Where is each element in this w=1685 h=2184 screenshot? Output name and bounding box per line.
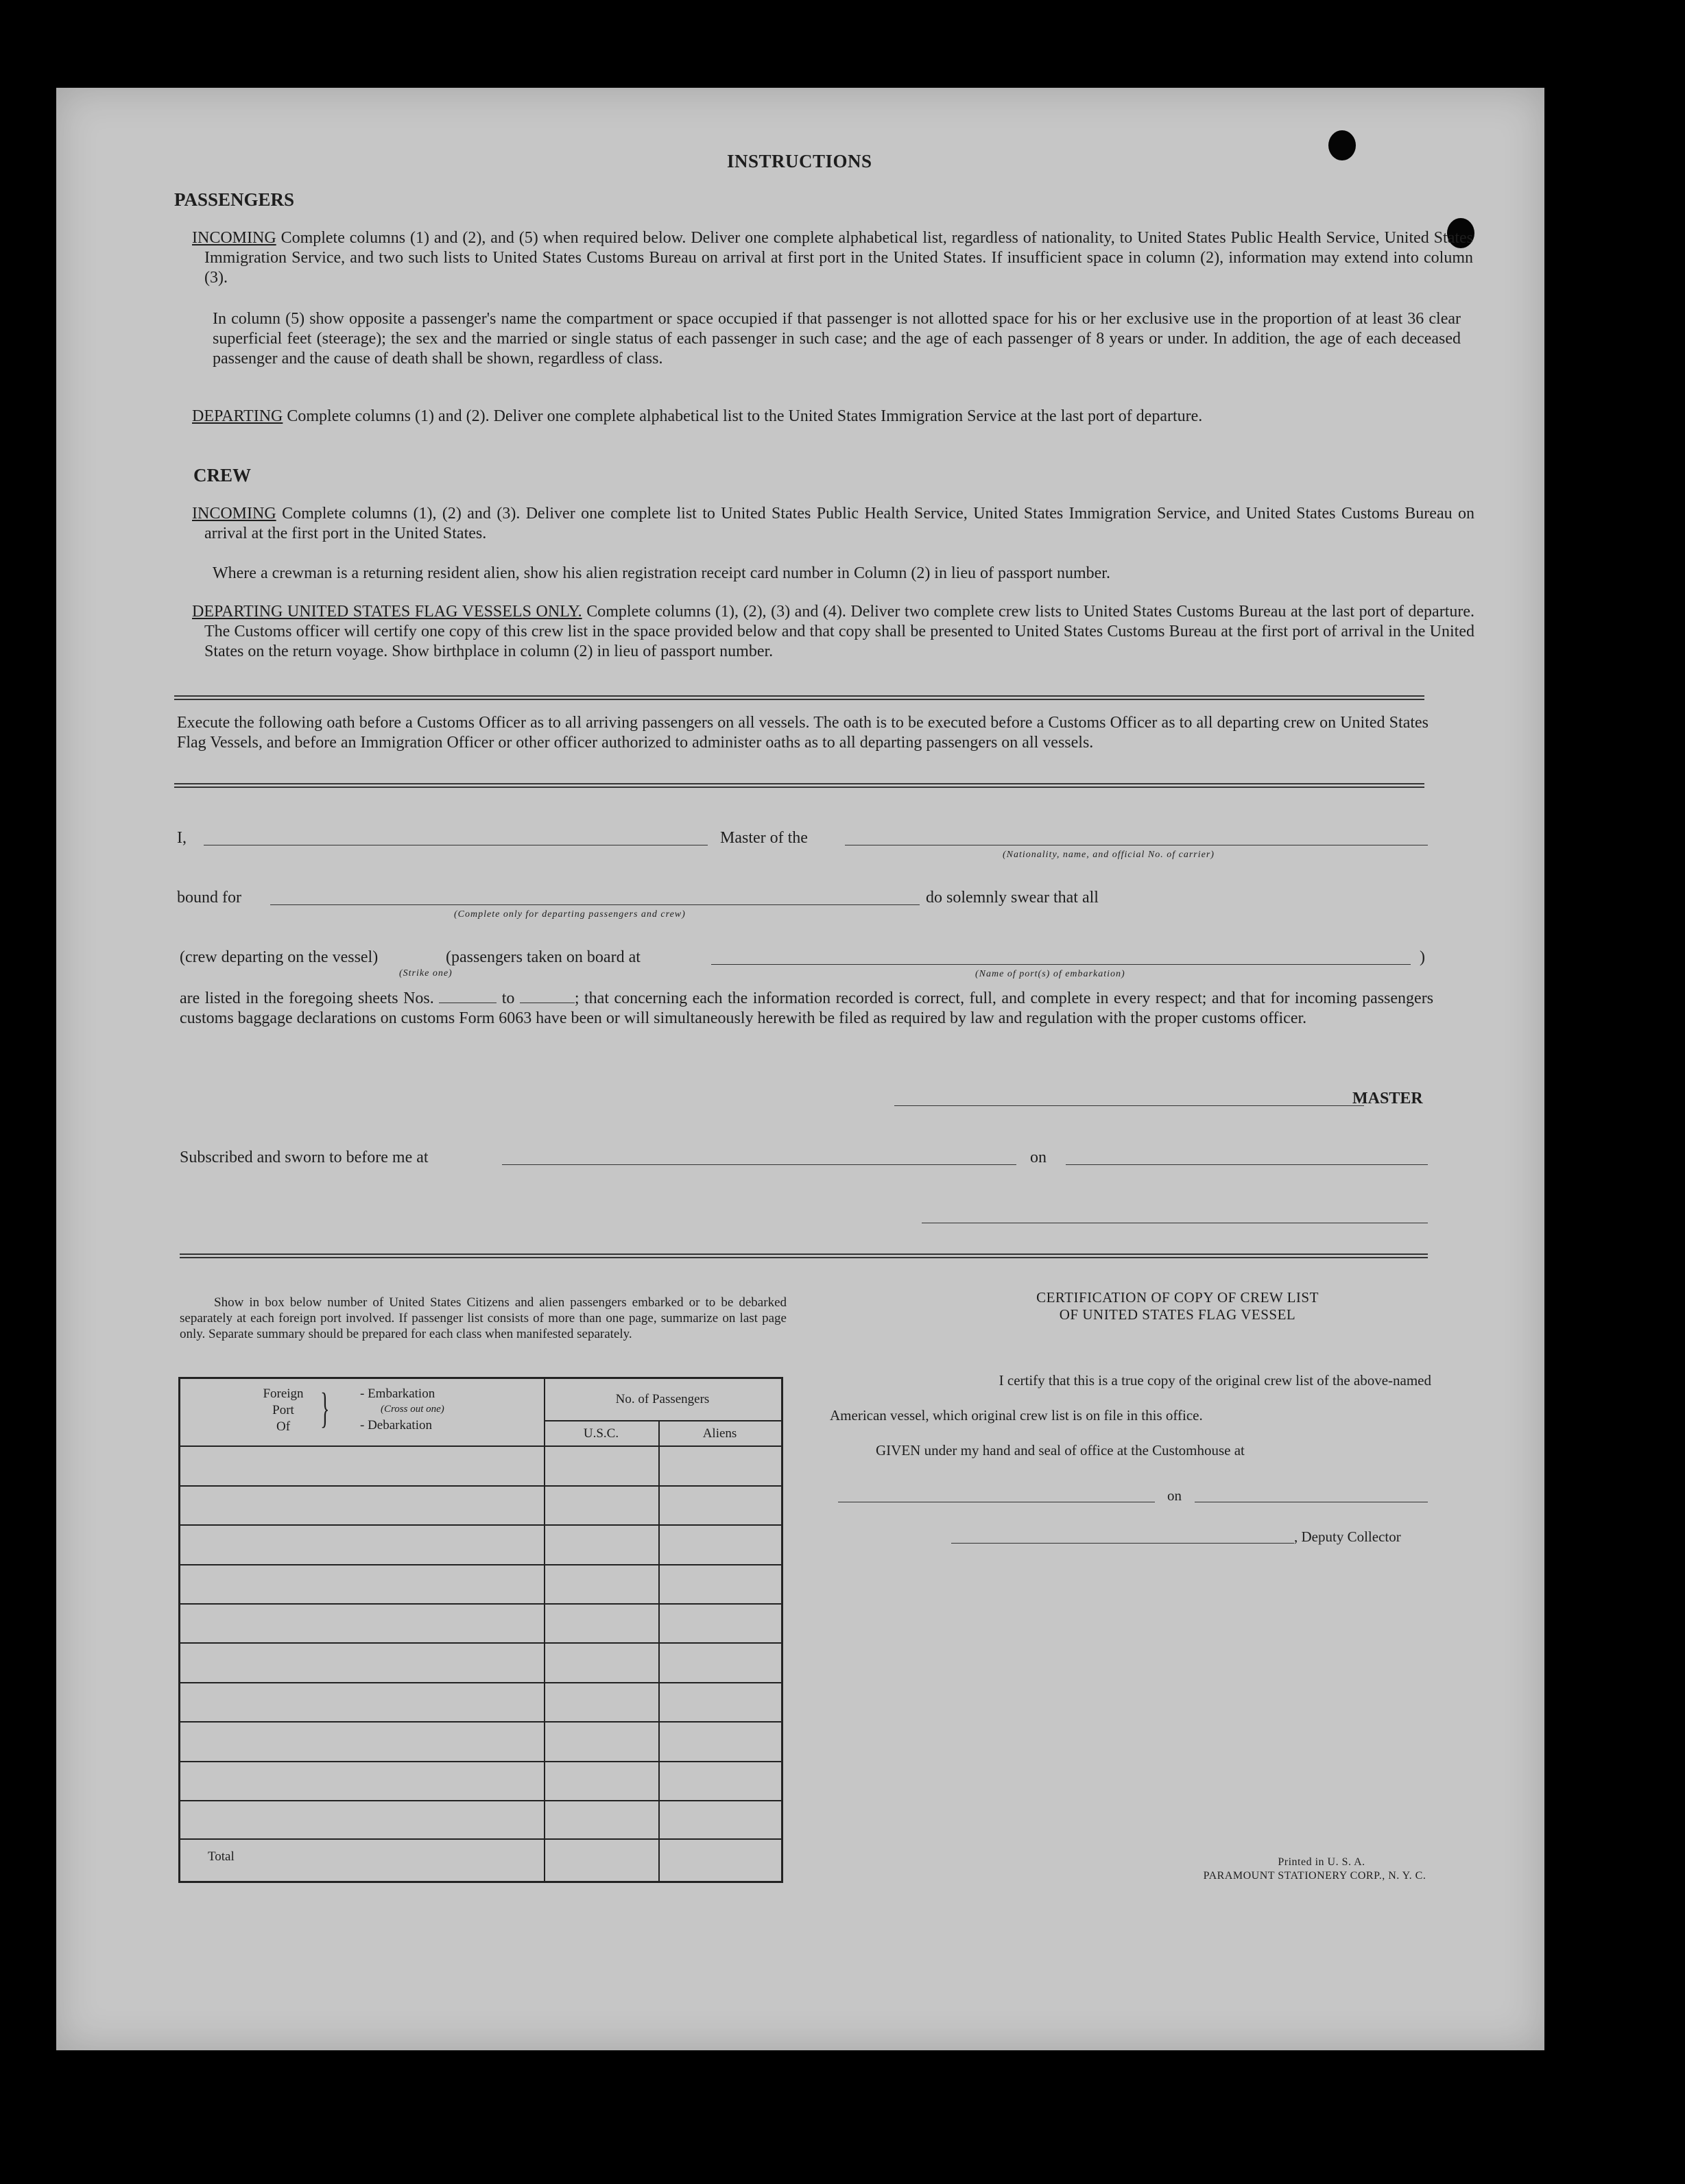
passengers-departing-text: Complete columns (1) and (2). Deliver one complete alphabetical list to the United States Immigration Service at the last port of departure. <box>287 407 1203 425</box>
crew-incoming-paragraph <box>192 504 1474 544</box>
passenger-summary-table <box>178 1377 783 1883</box>
certification-on-label: on <box>1167 1487 1182 1504</box>
bound-for-field[interactable] <box>270 904 920 905</box>
master-label: MASTER <box>1352 1090 1423 1107</box>
oath-instruction: Execute the following oath before a Customs Officer as to all arriving passengers on all vessels. The oath is to be executed before a Customs Officer as to all departing crew on United States Flag Vessels, and before an Immigration Officer or other officer authorized to administer oaths as to all departing passengers on all vessels. <box>177 714 1429 752</box>
table-divider <box>180 1721 781 1723</box>
table-divider <box>180 1682 781 1683</box>
table-divider <box>180 1485 781 1487</box>
sworn-date-field[interactable] <box>1066 1164 1428 1165</box>
section-divider <box>174 783 1424 788</box>
passengers-taken-option[interactable]: (passengers taken on board at <box>446 948 641 966</box>
column5-paragraph: In column (5) show opposite a passenger's name the compartment or space occupied if that passenger is not allotted space for his or her exclusive use in the proportion of at least 36 clear superficial feet (steerage); the sex and the married or single status of each passenger in such case; and the age of each passenger of 8 years or under. In addition, the age of each deceased passenger and the cause of death shall be shown, regardless of class. <box>213 310 1461 368</box>
sworn-on-label: on <box>1030 1149 1047 1166</box>
table-divider <box>180 1603 781 1605</box>
certification-title-line1: CERTIFICATION OF COPY OF CREW LIST <box>1036 1289 1319 1306</box>
sworn-place-field[interactable] <box>502 1164 1016 1165</box>
printer-line2: PARAMOUNT STATIONERY CORP., N. Y. C. <box>1203 1870 1426 1882</box>
cross-out-caption: (Cross out one) <box>381 1404 444 1415</box>
table-divider <box>180 1800 781 1801</box>
section-divider <box>174 695 1424 700</box>
table-divider <box>180 1761 781 1762</box>
crew-departing-label: DEPARTING UNITED STATES FLAG VESSELS ONLY. <box>192 603 582 621</box>
passengers-departing-label: DEPARTING <box>192 407 283 425</box>
oath-i-label: I, <box>177 829 187 847</box>
certification-title <box>886 1289 1469 1323</box>
sheet-from-field[interactable] <box>439 990 497 1003</box>
no-passengers-header: No. of Passengers <box>615 1392 710 1406</box>
master-of-the-label: Master of the <box>720 829 808 847</box>
debarkation-option[interactable]: - Debarkation <box>360 1418 432 1432</box>
embarkation-option[interactable]: - Embarkation <box>360 1387 435 1401</box>
total-label: Total <box>208 1849 235 1864</box>
of-label: Of <box>276 1419 291 1434</box>
carrier-caption: (Nationality, name, and official No. of carrier) <box>1003 850 1215 860</box>
listed-statement: ; that concerning each the information recorded is correct, full, and complete in every respect; and that for incoming passengers customs baggage declarations on customs Form 6063 have been or will simultaneously herewith be filed as required by law and regulation with the proper customs officer. <box>180 989 1434 1027</box>
passengers-departing-paragraph <box>192 407 1473 427</box>
sheet-to-field[interactable] <box>520 990 575 1003</box>
master-signature-field[interactable] <box>894 1105 1364 1106</box>
aliens-header: Aliens <box>702 1426 737 1441</box>
bound-for-label: bound for <box>177 889 241 907</box>
crew-incoming-label: INCOMING <box>192 505 276 523</box>
table-divider <box>180 1445 781 1447</box>
subscribed-label: Subscribed and sworn to before me at <box>180 1149 429 1166</box>
swear-text: do solemnly swear that all <box>926 889 1099 907</box>
passengers-incoming-label: INCOMING <box>192 229 276 247</box>
page-title: INSTRUCTIONS <box>727 151 872 171</box>
form-page <box>56 88 1544 2050</box>
ports-caption: (Name of port(s) of embarkation) <box>975 969 1125 979</box>
crew-incoming-text: Complete columns (1), (2) and (3). Deliver one complete list to United States Public Health Service, United States Immigration Service, and United States Customs Bureau on arrival at the first port in the United States. <box>204 505 1475 542</box>
certification-title-line2: OF UNITED STATES FLAG VESSEL <box>1059 1306 1296 1323</box>
embarkation-ports-field[interactable] <box>711 964 1411 965</box>
crew-departing-paragraph <box>192 602 1474 662</box>
crewman-paragraph: Where a crewman is a returning resident alien, show his alien registration receipt card number in Column (2) in lieu of passport number. <box>213 564 1110 582</box>
foreign-label: Foreign <box>263 1387 304 1401</box>
passengers-incoming-text: Complete columns (1) and (2), and (5) when required below. Deliver one complete alphabetical list, regardless of nationality, to United States Public Health Service, United States Immigration Service, and two such lists to United States Customs Bureau on arrival at first port in the United States. If insufficient space in column (2), information may extend into column (3). <box>204 229 1474 287</box>
printer-imprint <box>1133 1856 1496 1883</box>
deputy-signature-field[interactable] <box>951 1543 1294 1544</box>
table-divider <box>180 1838 781 1840</box>
passengers-incoming-paragraph <box>192 228 1473 288</box>
deputy-collector-label: , Deputy Collector <box>1294 1528 1401 1545</box>
crew-departing-option[interactable]: (crew departing on the vessel) <box>180 948 379 966</box>
punch-hole <box>1328 130 1356 160</box>
port-label: Port <box>272 1403 294 1417</box>
oath-listed-paragraph <box>180 989 1433 1029</box>
listed-sheets-label: are listed in the foregoing sheets Nos. <box>180 989 434 1007</box>
close-paren: ) <box>1420 948 1425 966</box>
bound-for-caption: (Complete only for departing passengers and crew) <box>454 909 686 920</box>
foreign-port-of-header <box>256 1386 311 1435</box>
table-divider <box>658 1420 660 1881</box>
crew-heading: CREW <box>193 465 252 485</box>
table-divider <box>180 1564 781 1565</box>
certify-text: I certify that this is a true copy of the original crew list of the above-named <box>999 1372 1431 1389</box>
usc-header: U.S.C. <box>583 1426 619 1441</box>
passengers-heading: PASSENGERS <box>174 189 295 210</box>
printer-line1: Printed in U. S. A. <box>1278 1856 1365 1868</box>
american-vessel-text: American vessel, which original crew list is on file in this office. <box>830 1407 1203 1424</box>
table-divider <box>180 1642 781 1644</box>
table-divider <box>544 1420 781 1421</box>
listed-to-label: to <box>501 989 515 1007</box>
given-text: GIVEN under my hand and seal of office at the Customhouse at <box>876 1442 1245 1459</box>
strike-one-caption: (Strike one) <box>399 968 453 979</box>
section-divider <box>180 1253 1428 1258</box>
crew-departing-text: Complete columns (1), (2), (3) and (4). Deliver two complete crew lists to United States Customs Bureau at the last port of departure. The Customs officer will certify one copy of this crew list in the space provided below and that copy shall be presented to United States Customs Bureau at the first port of arrival in the United States on the return voyage. Show birthplace in column (2) in lieu of passport number. <box>204 603 1475 660</box>
table-divider <box>180 1524 781 1526</box>
brace-icon: } <box>320 1385 330 1432</box>
summary-instruction: Show in box below number of United States Citizens and alien passengers embarked or to be debarked separately at each foreign port involved. If passenger list consists of more than one page, summarize on last page only. Separate summary should be prepared for each class when manifested separately. <box>180 1295 787 1341</box>
table-divider <box>544 1379 545 1881</box>
